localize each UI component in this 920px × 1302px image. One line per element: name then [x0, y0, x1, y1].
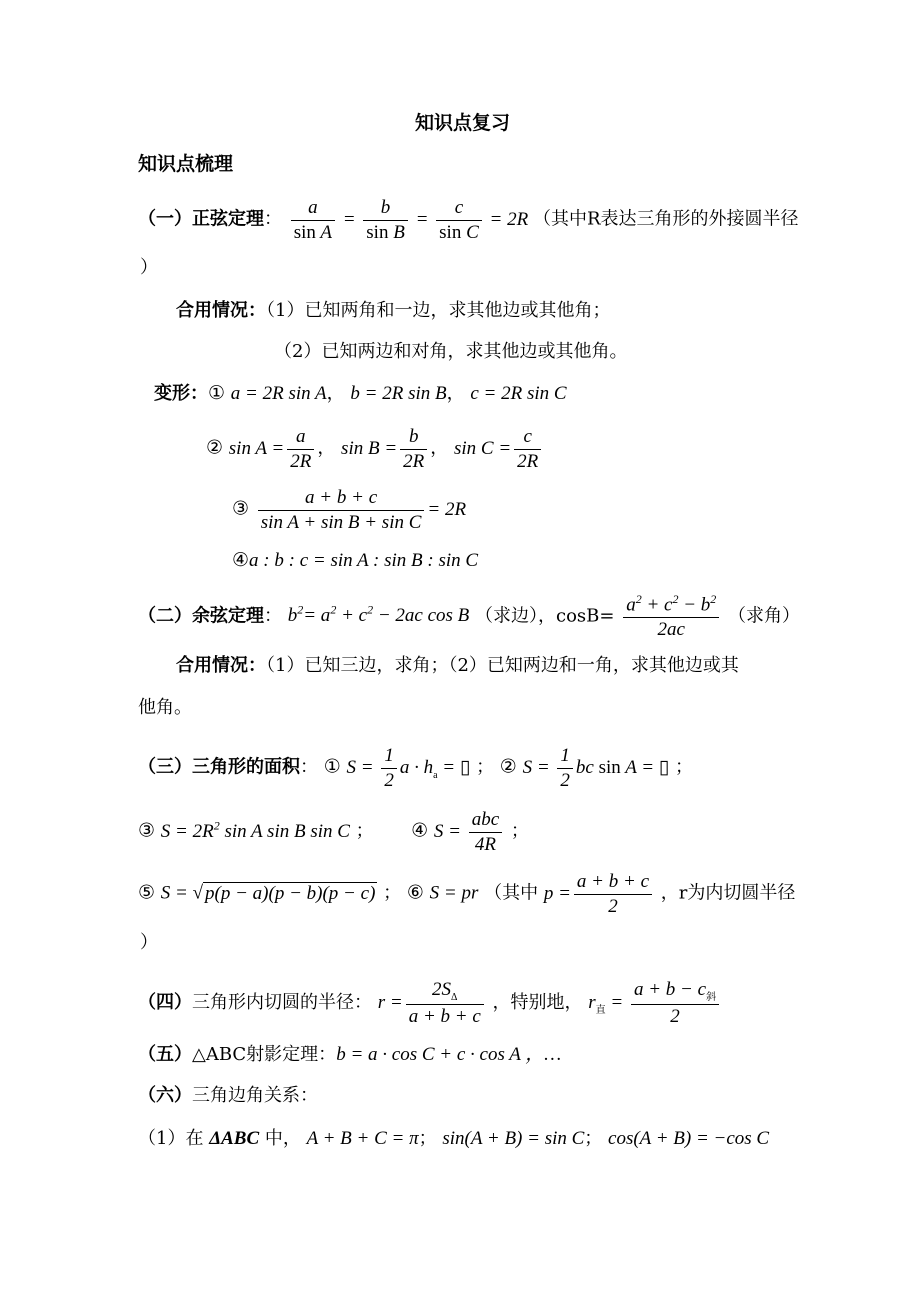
law-of-sines-label: （一）正弦定理	[138, 208, 264, 230]
law-of-sines-note: （其中R表达三角形的外接圆半径	[532, 208, 799, 230]
law-of-sines-row	[138, 196, 799, 245]
law-of-sines-usage-1: 合用情况：（1）已知两角和一边，求其他边或其他角；	[176, 300, 611, 321]
relations-item-1: （1）在 ΔABC 中， A + B + C = π； sin(A + B) = sin C； cos(A + B) = −cos C	[138, 1128, 770, 1149]
colon: ：	[264, 208, 282, 230]
area-row-3: ⑤ S = √ p(p − a)(p − b)(p − c) ； ⑥ S = pr （其中 p = $\frac{a + b + c}{2}$ ，r为内切圆半径	[138, 871, 796, 917]
inradius-row: （四）三角形内切圆的半径： r = $\frac{2S_\Delta}{a + b + c}$ ，特别地， $r_直$ = $\frac{a + b - c_斜}{2}$	[138, 978, 722, 1029]
variant-1: 变形：① a = 2R sin A， b = 2R sin B， c = 2R sin C	[154, 382, 567, 404]
variant-3: ③ $\frac{a + b + c}{\text{sin A + sin B + sin C}}$ = 2R	[232, 487, 467, 533]
variant-2: ② sin A = $\frac{a}{2R}$ ， sin B = $\frac{b}{2R}$ ， sin C = $\frac{c}{2R}$	[206, 425, 544, 474]
area-row-1: （三）三角形的面积： ① S = $\frac{1}{2}$ $a \cdot h_a$ = ▯ ； ② S = $\frac{1}{2}$ bc sin A = ▯ ；	[138, 745, 693, 791]
projection-row: （五）△ABC射影定理：b = a · cos C + c · cos A ，…	[138, 1044, 562, 1065]
law-of-sines-note-close: ）	[140, 257, 158, 278]
area-close: ）	[140, 932, 158, 953]
law-of-sines-formula: $\frac{a}{\text{sin A}}$ = $\frac{b}{\text{sin B}}$ = $\frac{c}{\text{sin C}}$ = 2R	[288, 209, 533, 230]
law-of-cosines-usage: 合用情况：（1）已知三边，求角；（2）已知两边和一角，求其他边或其	[176, 655, 739, 676]
relations-heading: （六）三角边角关系：	[138, 1085, 318, 1106]
law-of-cosines-row: （二）余弦定理： $b^2= a^2 + c^2 - 2ac$ cos B （求边），cosB= $\frac{a^2 + c^2 - b^2}{2ac}$ （求角）	[138, 592, 801, 641]
law-of-sines-usage-2: （2）已知两边和对角，求其他边或其他角。	[274, 341, 628, 362]
page-title: 知识点复习	[415, 112, 511, 134]
variant-4: ④a : b : c = sin A : sin B : sin C	[232, 549, 479, 571]
area-row-2: ③ $S = 2R^2$ sin A sin B sin C ； ④ S = $\frac{\text{abc}}{4R}$ ；	[138, 809, 529, 855]
section-heading: 知识点梳理	[138, 153, 234, 175]
law-of-cosines-usage-cont: 他角。	[138, 697, 192, 718]
